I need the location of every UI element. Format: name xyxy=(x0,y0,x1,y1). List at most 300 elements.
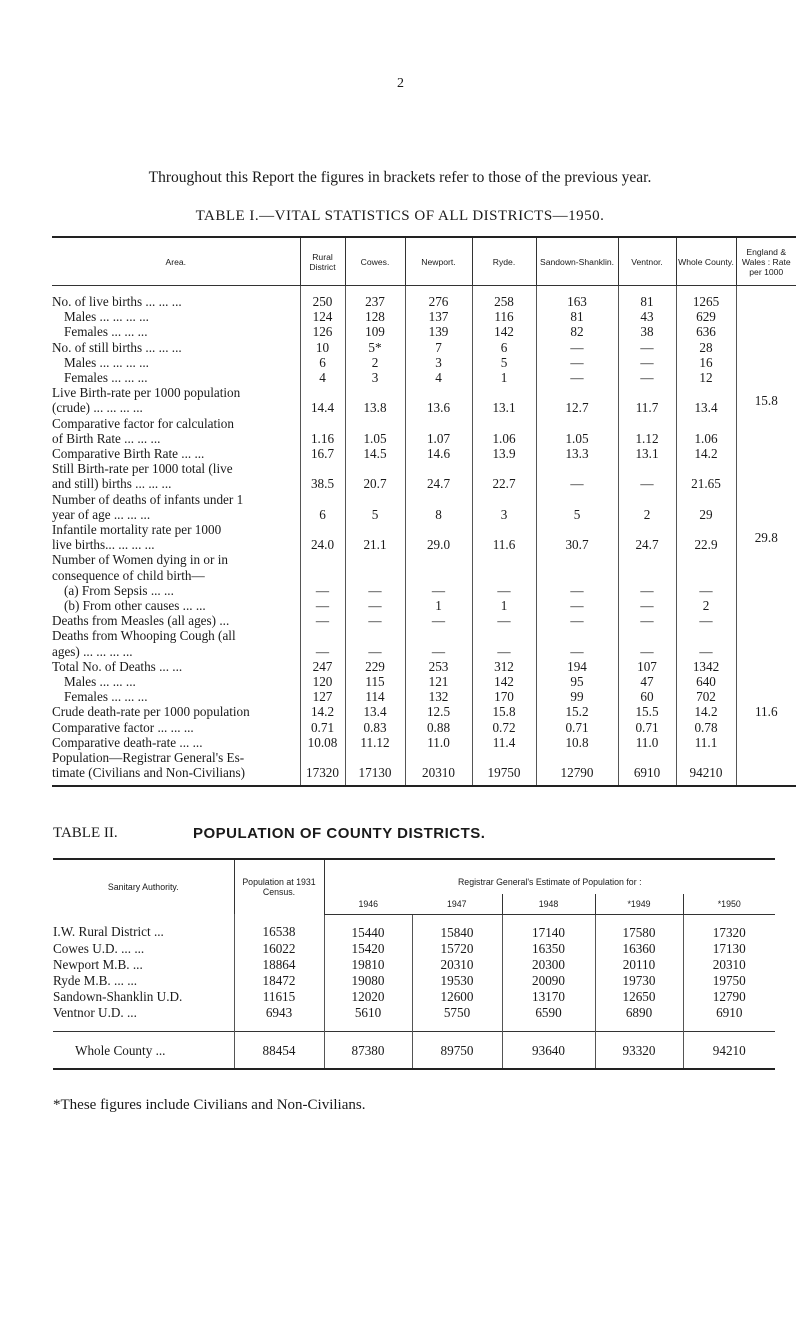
row-label xyxy=(52,309,300,324)
cell-value: 16350 xyxy=(502,941,595,957)
cell-value: 10.8 xyxy=(536,735,618,750)
cell-value: — xyxy=(300,598,345,613)
row-label xyxy=(52,674,300,689)
cell-value: 1 xyxy=(405,598,472,613)
cell-value: 16022 xyxy=(234,941,324,957)
cell-value: 15.8 xyxy=(472,704,536,719)
cell-england-rate xyxy=(736,659,796,674)
cell-value: 0.88 xyxy=(405,720,472,735)
table-row xyxy=(52,446,796,461)
cell-value: — xyxy=(536,598,618,613)
cell-value: 14.2 xyxy=(300,704,345,719)
table-row xyxy=(52,416,796,446)
cell-england-rate xyxy=(736,613,796,628)
row-label xyxy=(52,340,300,355)
cell-england-rate xyxy=(736,750,796,785)
cell-value: — xyxy=(536,613,618,628)
cell-value: — xyxy=(300,613,345,628)
table-row xyxy=(52,674,796,689)
row-label-line: Males ... ... ... xyxy=(64,674,136,690)
cell-england-rate xyxy=(736,552,796,598)
cell-value: 16.7 xyxy=(300,446,345,461)
cell-value: 11.4 xyxy=(472,735,536,750)
cell-value: 12020 xyxy=(324,989,412,1005)
cell-england-rate xyxy=(736,416,796,446)
cell-value: 94210 xyxy=(683,1031,775,1069)
header-year: 1947 xyxy=(412,894,502,914)
cell-value: 11615 xyxy=(234,989,324,1005)
cell-value: 114 xyxy=(345,689,405,704)
row-label-line: Comparative factor for calculation xyxy=(52,415,234,431)
cell-value: 13.4 xyxy=(676,385,736,415)
cell-value: 4 xyxy=(405,370,472,385)
row-label-line: Total No. of Deaths ... ... xyxy=(52,658,183,674)
cell-value: 93320 xyxy=(595,1031,683,1069)
cell-value: 3 xyxy=(472,492,536,522)
cell-value: 19750 xyxy=(472,750,536,785)
cell-value: 5* xyxy=(345,340,405,355)
cell-value: 10 xyxy=(300,340,345,355)
cell-value: 15840 xyxy=(412,914,502,941)
cell-value: 137 xyxy=(405,309,472,324)
cell-value: 38 xyxy=(618,324,676,339)
cell-value: 11.1 xyxy=(676,735,736,750)
cell-value: 17320 xyxy=(683,914,775,941)
cell-value: 87380 xyxy=(324,1031,412,1069)
cell-value: 13.1 xyxy=(618,446,676,461)
cell-value: 0.78 xyxy=(676,720,736,735)
cell-value: 1 xyxy=(472,598,536,613)
cell-value: 18472 xyxy=(234,973,324,989)
row-label-line: Crude death-rate per 1000 population xyxy=(52,704,250,720)
header-year: 1946 xyxy=(324,894,412,914)
cell-value: — xyxy=(405,613,472,628)
table-row xyxy=(53,914,775,941)
cell-value: 19730 xyxy=(595,973,683,989)
cell-value: 13.6 xyxy=(405,385,472,415)
cell-value: 121 xyxy=(405,674,472,689)
table-row-total xyxy=(53,1031,775,1069)
cell-value: 6890 xyxy=(595,1005,683,1032)
cell-value: — xyxy=(676,552,736,598)
row-label xyxy=(52,461,300,491)
row-label-line: Females ... ... ... xyxy=(64,324,148,340)
cell-value: 95 xyxy=(536,674,618,689)
header-ryde: Ryde. xyxy=(472,237,536,286)
cell-value: 6 xyxy=(300,492,345,522)
table-row xyxy=(52,628,796,658)
cell-england-rate xyxy=(736,446,796,461)
cell-value: — xyxy=(472,613,536,628)
intro-text: Throughout this Report the figures in brackets refer to those of the previous year. xyxy=(148,169,652,186)
cell-value: 15.5 xyxy=(618,704,676,719)
cell-value: 14.2 xyxy=(676,446,736,461)
row-label: Ryde M.B. ... ... xyxy=(53,972,138,988)
cell-value: 126 xyxy=(300,324,345,339)
cell-value: 20.7 xyxy=(345,461,405,491)
table2-total xyxy=(53,1031,775,1069)
cell-value: 17580 xyxy=(595,914,683,941)
row-label-line: live births... ... ... ... xyxy=(52,537,155,553)
cell-value: 22.9 xyxy=(676,522,736,552)
cell-value: 19080 xyxy=(324,973,412,989)
cell-value: 13.9 xyxy=(472,446,536,461)
cell-value: 1 xyxy=(472,370,536,385)
table-row xyxy=(53,973,775,989)
table-row xyxy=(53,989,775,1005)
cell-value: — xyxy=(536,340,618,355)
table-row xyxy=(52,355,796,370)
cell-value: 258 xyxy=(472,286,536,310)
cell-value: 15420 xyxy=(324,941,412,957)
cell-value: 1.07 xyxy=(405,416,472,446)
table-row xyxy=(53,1005,775,1032)
row-label-line: Deaths from Measles (all ages) ... xyxy=(52,613,230,629)
table2-body xyxy=(53,914,775,1031)
cell-value: 17130 xyxy=(345,750,405,785)
table-row xyxy=(52,552,796,598)
cell-value: 1.05 xyxy=(345,416,405,446)
table1-body xyxy=(52,286,796,786)
cell-value: 14.5 xyxy=(345,446,405,461)
row-label-line: No. of live births ... ... ... xyxy=(52,294,182,309)
row-label-line: Comparative death-rate ... ... xyxy=(52,734,203,750)
row-label xyxy=(52,324,300,339)
cell-england-rate xyxy=(736,355,796,370)
cell-value: — xyxy=(536,370,618,385)
cell-value: 5 xyxy=(472,355,536,370)
cell-value: 163 xyxy=(536,286,618,310)
cell-england-rate xyxy=(736,735,796,750)
header-year: *1949 xyxy=(595,894,683,914)
row-label-line: ages) ... ... ... ... xyxy=(52,643,133,659)
cell-value: 19810 xyxy=(324,957,412,973)
cell-value: 636 xyxy=(676,324,736,339)
cell-value: — xyxy=(472,552,536,598)
cell-england-rate xyxy=(736,674,796,689)
cell-value: 6910 xyxy=(618,750,676,785)
cell-value: 6910 xyxy=(683,1005,775,1032)
header-cowes: Cowes. xyxy=(345,237,405,286)
cell-value: 16360 xyxy=(595,941,683,957)
row-label xyxy=(52,385,300,415)
cell-england-rate: 15.8 xyxy=(736,385,796,415)
cell-value: 629 xyxy=(676,309,736,324)
table-row xyxy=(53,941,775,957)
cell-value: 16538 xyxy=(234,914,324,941)
cell-value: 19750 xyxy=(683,973,775,989)
row-label xyxy=(52,522,300,552)
cell-value: 19530 xyxy=(412,973,502,989)
cell-value: 229 xyxy=(345,659,405,674)
row-label xyxy=(52,613,300,628)
row-label-line: consequence of child birth— xyxy=(52,567,205,583)
table-row xyxy=(52,720,796,735)
row-label-line: Females ... ... ... xyxy=(64,370,148,386)
cell-england-rate xyxy=(736,309,796,324)
cell-england-rate xyxy=(736,628,796,658)
row-label xyxy=(52,659,300,674)
table2-number: TABLE II. xyxy=(53,825,118,841)
cell-value: — xyxy=(536,552,618,598)
table-row xyxy=(52,522,796,552)
cell-value: 1.06 xyxy=(676,416,736,446)
row-label xyxy=(52,370,300,385)
table2-name: POPULATION OF COUNTY DISTRICTS. xyxy=(193,825,486,842)
table-row xyxy=(52,309,796,324)
cell-value: 1.05 xyxy=(536,416,618,446)
cell-value: — xyxy=(676,628,736,658)
table-row xyxy=(52,689,796,704)
cell-value: — xyxy=(345,628,405,658)
cell-value: — xyxy=(536,355,618,370)
cell-value: — xyxy=(300,628,345,658)
cell-value: 17130 xyxy=(683,941,775,957)
vital-statistics-table xyxy=(52,236,796,787)
row-label-line: of Birth Rate ... ... ... xyxy=(52,430,161,446)
row-label: Ventnor U.D. ... xyxy=(53,1004,137,1020)
cell-value: 6 xyxy=(300,355,345,370)
cell-value: — xyxy=(618,461,676,491)
table-row xyxy=(52,704,796,719)
cell-value: 3 xyxy=(405,355,472,370)
header-england: England & Wales : Rate per 1000 xyxy=(736,237,796,286)
cell-value: 12.5 xyxy=(405,704,472,719)
cell-value: 20310 xyxy=(412,957,502,973)
cell-value: 12650 xyxy=(595,989,683,1005)
cell-value: 12 xyxy=(676,370,736,385)
cell-value: 702 xyxy=(676,689,736,704)
cell-value: 312 xyxy=(472,659,536,674)
cell-england-rate: 29.8 xyxy=(736,522,796,552)
cell-value: 12.7 xyxy=(536,385,618,415)
cell-value: 81 xyxy=(618,286,676,310)
cell-value: 15720 xyxy=(412,941,502,957)
row-label: Newport M.B. ... xyxy=(53,956,143,972)
cell-value: 109 xyxy=(345,324,405,339)
cell-value: 22.7 xyxy=(472,461,536,491)
cell-value: 237 xyxy=(345,286,405,310)
cell-value: 1.16 xyxy=(300,416,345,446)
cell-value: 29 xyxy=(676,492,736,522)
cell-value: 6 xyxy=(472,340,536,355)
cell-value: 12600 xyxy=(412,989,502,1005)
row-label: Sandown-Shanklin U.D. xyxy=(53,988,183,1004)
cell-value: 20090 xyxy=(502,973,595,989)
header-sandown: Sandown-Shanklin. xyxy=(536,237,618,286)
cell-value: 6590 xyxy=(502,1005,595,1032)
cell-value: 89750 xyxy=(412,1031,502,1069)
cell-value: — xyxy=(618,552,676,598)
cell-value: 17140 xyxy=(502,914,595,941)
cell-value: 30.7 xyxy=(536,522,618,552)
table-row xyxy=(52,735,796,750)
cell-value: 139 xyxy=(405,324,472,339)
cell-value: — xyxy=(536,461,618,491)
cell-value: 127 xyxy=(300,689,345,704)
cell-value: 120 xyxy=(300,674,345,689)
row-label-line: Live Birth-rate per 1000 population xyxy=(52,385,241,401)
row-label xyxy=(52,598,300,613)
row-label-line: (b) From other causes ... ... xyxy=(64,598,206,614)
cell-value: 132 xyxy=(405,689,472,704)
row-label xyxy=(52,286,300,310)
row-label xyxy=(52,628,300,658)
cell-value: 14.4 xyxy=(300,385,345,415)
row-label xyxy=(52,355,300,370)
cell-value: 16 xyxy=(676,355,736,370)
cell-value: — xyxy=(618,370,676,385)
cell-value: — xyxy=(676,613,736,628)
cell-value: 0.71 xyxy=(300,720,345,735)
row-label xyxy=(52,704,300,719)
cell-value: 1.06 xyxy=(472,416,536,446)
cell-value: 94210 xyxy=(676,750,736,785)
cell-value: 11.6 xyxy=(472,522,536,552)
row-label: Cowes U.D. ... ... xyxy=(53,940,145,956)
cell-value: 24.0 xyxy=(300,522,345,552)
cell-value: 14.6 xyxy=(405,446,472,461)
cell-value: — xyxy=(405,628,472,658)
cell-value: 12790 xyxy=(683,989,775,1005)
row-label-line: Population—Registrar General's Es- xyxy=(52,750,245,766)
header-rural: Rural District xyxy=(300,237,345,286)
cell-england-rate xyxy=(736,370,796,385)
cell-value: 60 xyxy=(618,689,676,704)
cell-value: — xyxy=(618,340,676,355)
cell-england-rate xyxy=(736,324,796,339)
cell-value: 253 xyxy=(405,659,472,674)
row-label-line: Number of Women dying in or in xyxy=(52,552,228,568)
row-label xyxy=(52,416,300,446)
header-year: 1948 xyxy=(502,894,595,914)
cell-value: 13.4 xyxy=(345,704,405,719)
cell-value: 0.71 xyxy=(618,720,676,735)
cell-value: — xyxy=(618,598,676,613)
cell-value: 82 xyxy=(536,324,618,339)
header-whole: Whole County. xyxy=(676,237,736,286)
cell-value: 0.71 xyxy=(536,720,618,735)
header-authority: Sanitary Authority. xyxy=(107,882,179,892)
cell-value: 3 xyxy=(345,370,405,385)
row-label-line: Females ... ... ... xyxy=(64,689,148,705)
table-row xyxy=(52,598,796,613)
cell-value: 107 xyxy=(618,659,676,674)
row-label xyxy=(52,492,300,522)
cell-value: 11.0 xyxy=(405,735,472,750)
cell-value: 20310 xyxy=(405,750,472,785)
cell-value: 1265 xyxy=(676,286,736,310)
table-row xyxy=(52,324,796,339)
cell-value: 20300 xyxy=(502,957,595,973)
cell-value: 13.8 xyxy=(345,385,405,415)
header-estimate: Registrar General's Estimate of Population for : xyxy=(324,859,775,894)
cell-value: — xyxy=(618,355,676,370)
table-row xyxy=(52,340,796,355)
cell-value: — xyxy=(345,598,405,613)
cell-value: 29.0 xyxy=(405,522,472,552)
cell-value: 13.3 xyxy=(536,446,618,461)
row-label-line: and still) births ... ... ... xyxy=(52,476,172,492)
footnote: *These figures include Civilians and Non-Civilians. xyxy=(53,1097,366,1113)
table2-header-row-1 xyxy=(53,859,775,894)
cell-england-rate xyxy=(736,492,796,522)
cell-england-rate xyxy=(736,286,796,310)
cell-value: 5610 xyxy=(324,1005,412,1032)
table-row xyxy=(52,659,796,674)
row-label-line: Males ... ... ... ... xyxy=(64,354,149,370)
cell-value: 124 xyxy=(300,309,345,324)
row-label xyxy=(52,720,300,735)
cell-value: 250 xyxy=(300,286,345,310)
cell-value: — xyxy=(618,628,676,658)
row-label-line: Deaths from Whooping Cough (all xyxy=(52,628,236,644)
cell-value: 18864 xyxy=(234,957,324,973)
cell-value: 276 xyxy=(405,286,472,310)
cell-value: 99 xyxy=(536,689,618,704)
cell-value: 115 xyxy=(345,674,405,689)
cell-value: 81 xyxy=(536,309,618,324)
cell-value: — xyxy=(300,552,345,598)
cell-value: 142 xyxy=(472,674,536,689)
row-label xyxy=(52,689,300,704)
cell-value: 7 xyxy=(405,340,472,355)
cell-value: 4 xyxy=(300,370,345,385)
cell-england-rate: 11.6 xyxy=(736,704,796,719)
cell-value: 0.83 xyxy=(345,720,405,735)
cell-value: 5 xyxy=(536,492,618,522)
cell-england-rate xyxy=(736,340,796,355)
row-label-line: (crude) ... ... ... ... xyxy=(52,400,143,416)
row-label-line: Males ... ... ... ... xyxy=(64,309,149,325)
cell-value: 15440 xyxy=(324,914,412,941)
cell-value: 142 xyxy=(472,324,536,339)
table-row xyxy=(52,370,796,385)
cell-value: 15.2 xyxy=(536,704,618,719)
cell-value: 170 xyxy=(472,689,536,704)
row-label-line: Comparative factor ... ... ... xyxy=(52,719,194,735)
row-label xyxy=(52,552,300,598)
cell-value: 11.7 xyxy=(618,385,676,415)
row-label-line: Comparative Birth Rate ... ... xyxy=(52,446,205,462)
cell-value: 21.1 xyxy=(345,522,405,552)
cell-value: 5 xyxy=(345,492,405,522)
cell-value: 116 xyxy=(472,309,536,324)
header-year: *1950 xyxy=(683,894,775,914)
row-label-line: (a) From Sepsis ... ... xyxy=(64,582,174,598)
header-newport: Newport. xyxy=(405,237,472,286)
cell-value: 14.2 xyxy=(676,704,736,719)
header-census: Population at 1931 Census. xyxy=(234,859,324,914)
header-area: Area. xyxy=(165,256,187,267)
table-row xyxy=(53,957,775,973)
cell-value: 28 xyxy=(676,340,736,355)
table-row xyxy=(52,461,796,491)
cell-value: — xyxy=(472,628,536,658)
cell-value: 43 xyxy=(618,309,676,324)
cell-value: 20110 xyxy=(595,957,683,973)
table-row xyxy=(52,286,796,310)
cell-value: 24.7 xyxy=(405,461,472,491)
cell-value: — xyxy=(536,628,618,658)
cell-value: 93640 xyxy=(502,1031,595,1069)
cell-england-rate xyxy=(736,720,796,735)
row-label-line: Still Birth-rate per 1000 total (live xyxy=(52,461,233,477)
cell-value: 194 xyxy=(536,659,618,674)
cell-england-rate xyxy=(736,461,796,491)
row-label xyxy=(52,735,300,750)
row-label-line: No. of still births ... ... ... xyxy=(52,339,182,355)
